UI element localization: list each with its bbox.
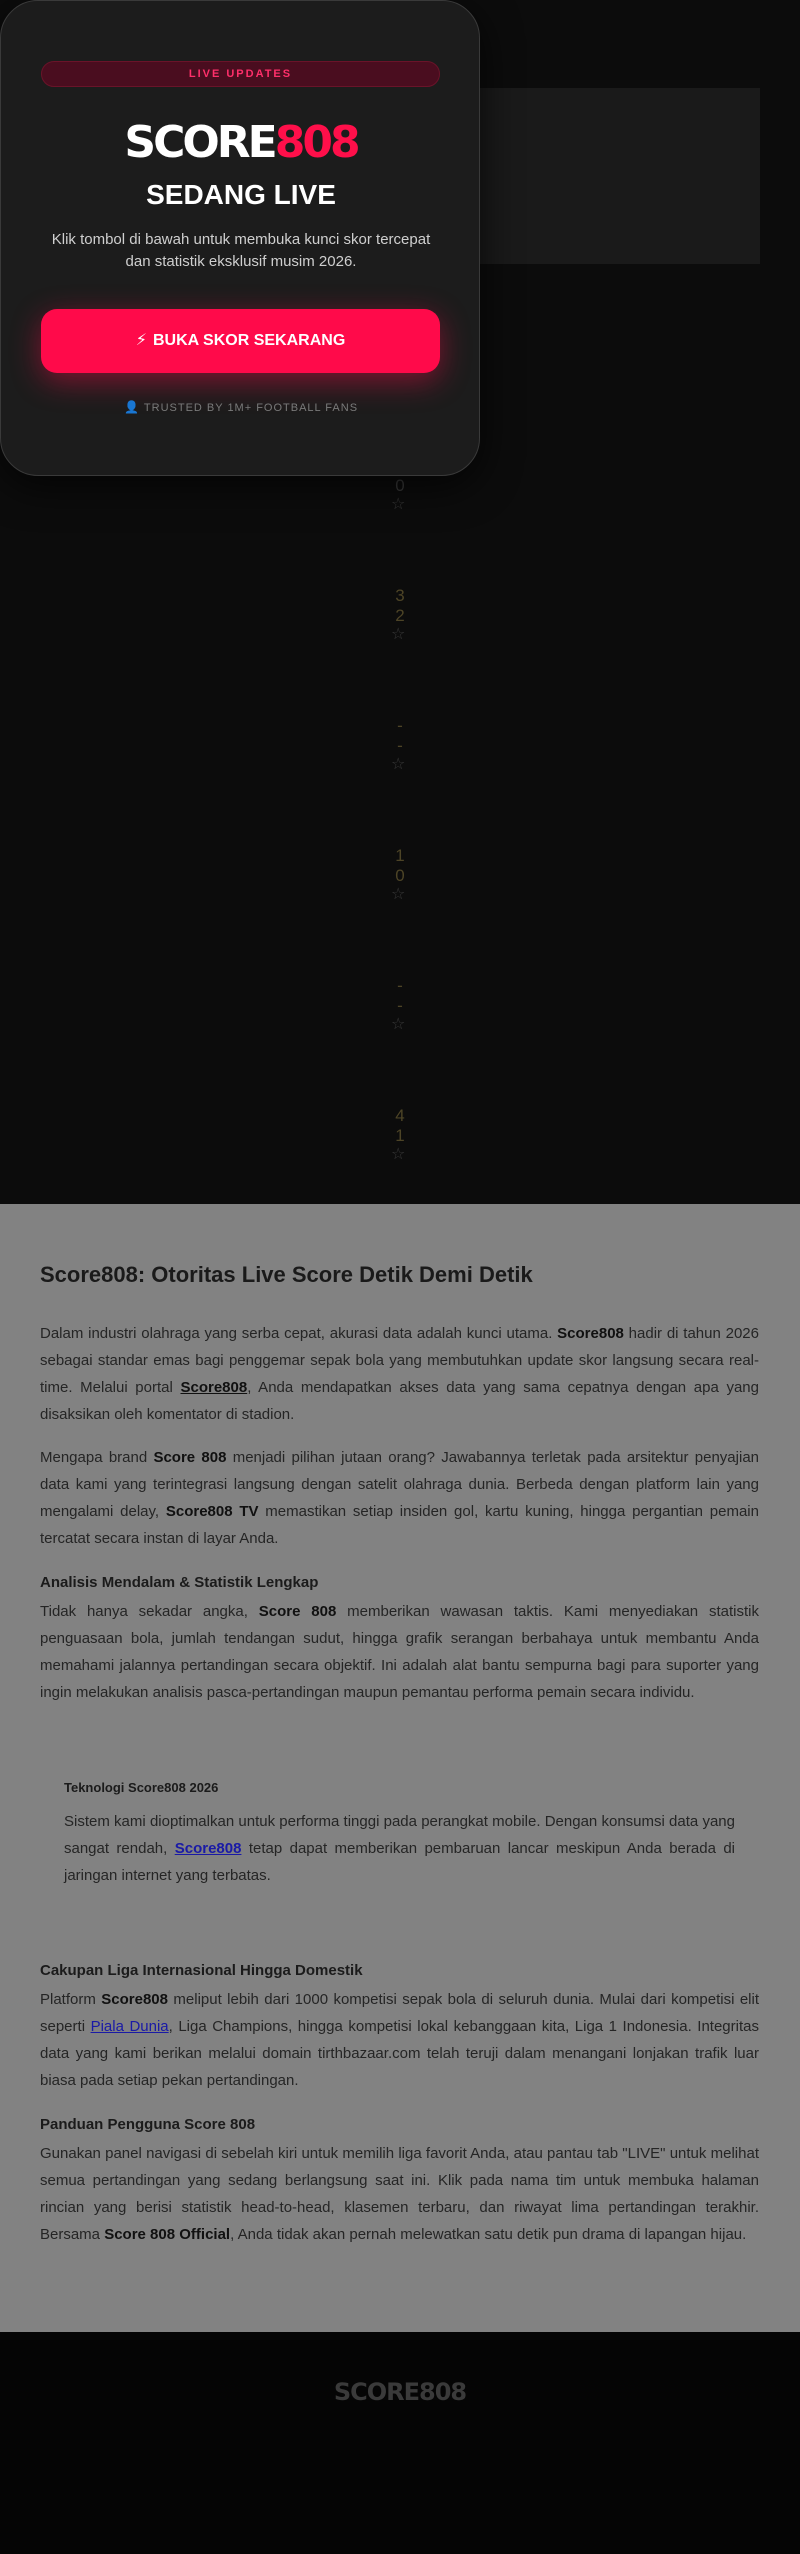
star-outline-icon[interactable]: ☆: [391, 886, 406, 903]
article-paragraph: Platform Score808 meliput lebih dari 1000 kompetisi sepak bola di seluruh dunia. Mulai dari kompetisi elit seperti Piala Dunia, Liga Champions, hingga kompetisi lokal kebanggaan kita, Liga 1 Indonesia. Integritas data yang kami berikan melalui domain tirthbazaar.com telah teruji dalam menangani lonjakan trafik luar biasa pada setiap pekan pertandingan.: [40, 1991, 760, 2089]
away-score: 0: [395, 866, 405, 885]
match-row[interactable]: [0, 586, 800, 716]
open-score-button[interactable]: [41, 309, 440, 373]
brand-mention: Score 808: [258, 1603, 337, 1620]
away-score: -: [397, 996, 403, 1015]
trusted-note: [1, 400, 481, 414]
home-score: 4: [395, 1106, 405, 1125]
brand-mention: Score 808: [153, 1449, 227, 1466]
live-updates-badge: LIVE UPDATES: [41, 61, 440, 87]
home-score: -: [397, 976, 403, 995]
match-row[interactable]: [0, 846, 800, 976]
footer-logo[interactable]: SCORE808: [333, 2378, 467, 2406]
unlock-modal: [0, 0, 480, 476]
seo-article: [0, 1204, 800, 2332]
callout-title: Teknologi Score808 2026: [64, 1780, 219, 1795]
modal-description: Klik tombol di bawah untuk membuka kunci skor tercepat dan statistik eksklusif musim 2026.: [51, 231, 431, 270]
section-heading: Cakupan Liga Internasional Hingga Domestik: [40, 1962, 363, 1979]
app-background: [0, 0, 800, 1204]
callout-body: Sistem kami dioptimalkan untuk performa tinggi pada perangkat mobile. Dengan konsumsi data yang sangat rendah, Score808 tetap dapat memberikan pembaruan lancar meskipun Anda berada di jaringan internet yang terbatas.: [64, 1813, 735, 1884]
piala-dunia-link[interactable]: Piala Dunia: [90, 2018, 169, 2035]
star-outline-icon[interactable]: ☆: [391, 1146, 406, 1163]
logo-text-808: 808: [274, 117, 358, 168]
brand-mention: Score808: [101, 1991, 168, 2008]
star-outline-icon[interactable]: ☆: [391, 496, 406, 513]
score808-link[interactable]: Score808: [174, 1840, 242, 1857]
footer: [0, 2332, 800, 2554]
modal-logo: [1, 113, 481, 173]
home-score: 3: [395, 586, 405, 605]
brand-mention: Score808: [557, 1325, 624, 1342]
star-outline-icon[interactable]: ☆: [391, 1016, 406, 1033]
section-heading: Panduan Pengguna Score 808: [40, 2116, 256, 2133]
bolt-icon: ⚡: [135, 332, 147, 349]
section-heading: Analisis Mendalam & Statistik Lengkap: [40, 1574, 319, 1591]
modal-title: SEDANG LIVE: [146, 179, 336, 210]
article-paragraph: Dalam industri olahraga yang serba cepat, akurasi data adalah kunci utama. Score808 hadir di tahun 2026 sebagai standar emas bagi penggemar sepak bola yang membutuhkan update skor langsung secara real-time. Melalui portal Score808, Anda mendapatkan akses data yang sama cepatnya dengan apa yang disaksikan oleh komentator di stadion.: [40, 1325, 759, 1423]
home-score: -: [397, 716, 403, 735]
home-score: 1: [395, 846, 405, 865]
user-check-icon: 👤: [123, 400, 140, 414]
logo-text-score: SCORE: [124, 117, 275, 168]
article-paragraph: Mengapa brand Score 808 menjadi pilihan jutaan orang? Jawabannya terletak pada arsitektur penyajian data kami yang terintegrasi langsung dengan satelit olahraga dunia. Berbeda dengan platform lain yang mengalami delay, Score808 TV memastikan setiap insiden gol, kartu kuning, hingga pergantian pemain tercatat secara instan di layar Anda.: [40, 1449, 759, 1547]
score808-link[interactable]: Score808: [180, 1379, 248, 1396]
away-score: 1: [395, 1126, 405, 1145]
article-paragraph: Tidak hanya sekadar angka, Score 808 memberikan wawasan taktis. Kami menyediakan statistik penguasaan bola, jumlah tendangan sudut, hingga grafik serangan berbahaya untuk membantu Anda memahami jalannya pertandingan secara objektif. Ini adalah alat bantu sempurna bagi para suporter yang ingin melakukan analisis pasca-pertandingan maupun pemantau performa pemain secara individu.: [40, 1603, 759, 1701]
star-outline-icon[interactable]: ☆: [391, 756, 406, 773]
away-score: 2: [395, 606, 405, 625]
trusted-text: TRUSTED BY 1M+ FOOTBALL FANS: [143, 402, 359, 414]
open-score-button-label: BUKA SKOR SEKARANG: [152, 332, 346, 349]
article-title: Score808: Otoritas Live Score Detik Demi Detik: [40, 1262, 533, 1287]
star-outline-icon[interactable]: ☆: [391, 626, 406, 643]
brand-mention: Score 808 Official: [104, 2226, 231, 2243]
away-score: 0: [395, 476, 405, 495]
article-paragraph: Gunakan panel navigasi di sebelah kiri untuk memilih liga favorit Anda, atau pantau tab "LIVE" untuk melihat semua pertandingan yang sedang berlangsung saat ini. Klik pada nama tim untuk membuka halaman rincian yang berisi statistik head-to-head, klasemen terbaru, dan riwayat lima pertandingan terakhir. Bersama Score 808 Official, Anda tidak akan pernah melewatkan satu detik pun drama di lapangan hijau.: [40, 2145, 759, 2243]
away-score: -: [397, 736, 403, 755]
match-row[interactable]: [0, 716, 800, 846]
brand-mention: Score808 TV: [165, 1503, 259, 1520]
match-row[interactable]: [0, 976, 800, 1106]
